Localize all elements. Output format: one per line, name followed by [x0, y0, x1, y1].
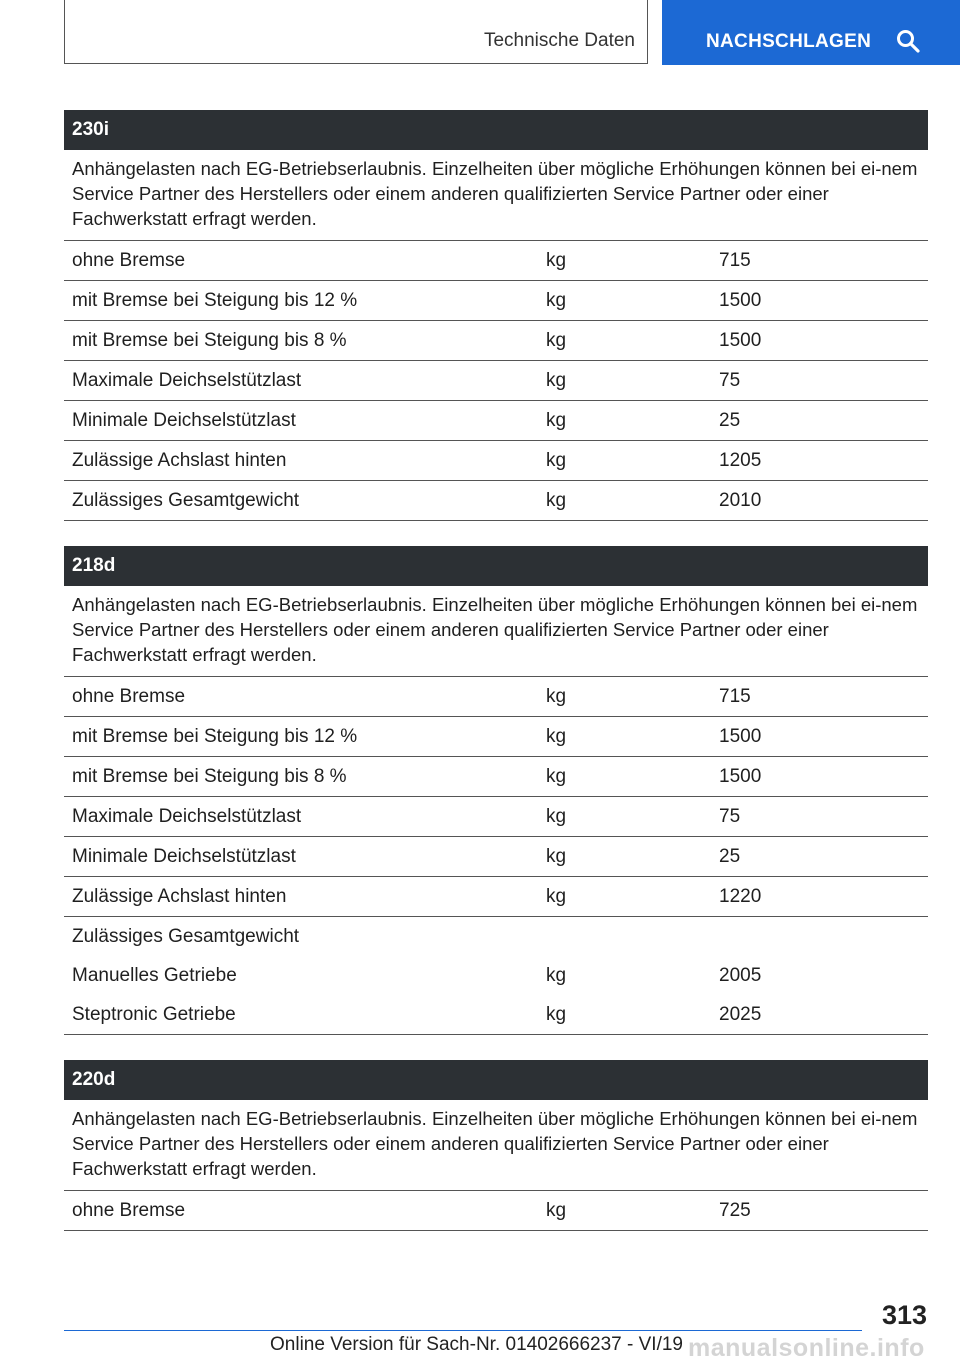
table-row [64, 956, 928, 995]
page-number: 313 [881, 1300, 927, 1330]
row-value: 1500 [719, 330, 762, 351]
row-unit: kg [546, 766, 567, 787]
row-unit: kg [546, 686, 567, 707]
row-value: 1500 [719, 726, 762, 747]
table-row [64, 361, 928, 401]
row-value: 2025 [719, 1004, 762, 1025]
row-value: 715 [719, 250, 751, 271]
table-row [64, 481, 928, 521]
row-unit: kg [546, 490, 567, 511]
section-heading: 220d [64, 1060, 928, 1100]
row-label: Zulässige Achslast hinten [72, 886, 287, 907]
header-title-box [64, 0, 648, 64]
section-218d [64, 546, 928, 1035]
section-220d [64, 1060, 928, 1231]
row-unit: kg [546, 410, 567, 431]
search-icon [896, 29, 920, 58]
table-row [64, 321, 928, 361]
row-unit: kg [546, 846, 567, 867]
row-label: Manuelles Getriebe [72, 965, 237, 986]
row-value: 1500 [719, 290, 762, 311]
row-unit: kg [546, 965, 567, 986]
row-unit: kg [546, 1004, 567, 1025]
row-label: mit Bremse bei Steigung bis 12 % [72, 290, 358, 311]
row-value: 725 [719, 1200, 751, 1221]
row-label: ohne Bremse [72, 1200, 186, 1221]
row-label: Zulässiges Gesamtgewicht [72, 490, 300, 511]
row-label: mit Bremse bei Steigung bis 8 % [72, 766, 347, 787]
row-unit: kg [546, 290, 567, 311]
section-230i [64, 110, 928, 521]
section-heading: 218d [64, 546, 928, 586]
table-row [64, 401, 928, 441]
table-row [64, 877, 928, 917]
row-value: 1500 [719, 766, 762, 787]
nachschlagen-label: NACHSCHLAGEN [706, 31, 872, 52]
row-label: Steptronic Getriebe [72, 1004, 236, 1025]
row-value: 75 [719, 370, 741, 391]
row-label: mit Bremse bei Steigung bis 12 % [72, 726, 358, 747]
table-row [64, 917, 928, 956]
row-label: ohne Bremse [72, 686, 186, 707]
row-unit: kg [546, 806, 567, 827]
row-value: 1205 [719, 450, 762, 471]
table-row [64, 717, 928, 757]
table-row [64, 797, 928, 837]
table-row [64, 677, 928, 717]
watermark: manualsonline.info [688, 1334, 925, 1362]
section-heading: 230i [64, 110, 928, 150]
row-label: Maximale Deichselstützlast [72, 806, 302, 827]
section-description: Anhängelasten nach EG-Betriebserlaubnis. Einzelheiten über mögliche Erhöhungen können bei ei-nem Service Partner des Herstellers oder einem anderen qualifizierten Service Partner oder einer Fachwerkstatt erfragt werden. [64, 150, 928, 241]
section-description: Anhängelasten nach EG-Betriebserlaubnis. Einzelheiten über mögliche Erhöhungen können bei ei-nem Service Partner des Herstellers oder einem anderen qualifizierten Service Partner oder einer Fachwerkstatt erfragt werden. [64, 586, 928, 677]
table-row [64, 441, 928, 481]
row-label: Zulässige Achslast hinten [72, 450, 287, 471]
row-value: 715 [719, 686, 751, 707]
row-value: 25 [719, 846, 741, 867]
row-unit: kg [546, 726, 567, 747]
table-row [64, 837, 928, 877]
row-label: Maximale Deichselstützlast [72, 370, 302, 391]
row-unit: kg [546, 450, 567, 471]
table-row [64, 241, 928, 281]
row-value: 2010 [719, 490, 762, 511]
table-row [64, 995, 928, 1035]
row-value: 2005 [719, 965, 762, 986]
table-row [64, 281, 928, 321]
row-label: mit Bremse bei Steigung bis 8 % [72, 330, 347, 351]
row-label: Zulässiges Gesamtgewicht [72, 926, 300, 947]
footer-divider [64, 1330, 862, 1331]
row-unit: kg [546, 370, 567, 391]
table-row [64, 757, 928, 797]
nachschlagen-button[interactable] [662, 0, 960, 65]
online-version-text: Online Version für Sach-Nr. 01402666237 - VI/19 [270, 1334, 683, 1355]
row-unit: kg [546, 886, 567, 907]
row-unit: kg [546, 250, 567, 271]
row-label: Minimale Deichselstützlast [72, 846, 296, 867]
row-label: ohne Bremse [72, 250, 186, 271]
row-value: 75 [719, 806, 741, 827]
table-row [64, 1191, 928, 1231]
page-section-title: Technische Daten [483, 30, 635, 51]
row-unit: kg [546, 1200, 567, 1221]
row-label: Minimale Deichselstützlast [72, 410, 296, 431]
row-value: 1220 [719, 886, 762, 907]
row-value: 25 [719, 410, 741, 431]
row-unit: kg [546, 330, 567, 351]
section-description: Anhängelasten nach EG-Betriebserlaubnis. Einzelheiten über mögliche Erhöhungen können bei ei-nem Service Partner des Herstellers oder einem anderen qualifizierten Service Partner oder einer Fachwerkstatt erfragt werden. [64, 1100, 928, 1191]
